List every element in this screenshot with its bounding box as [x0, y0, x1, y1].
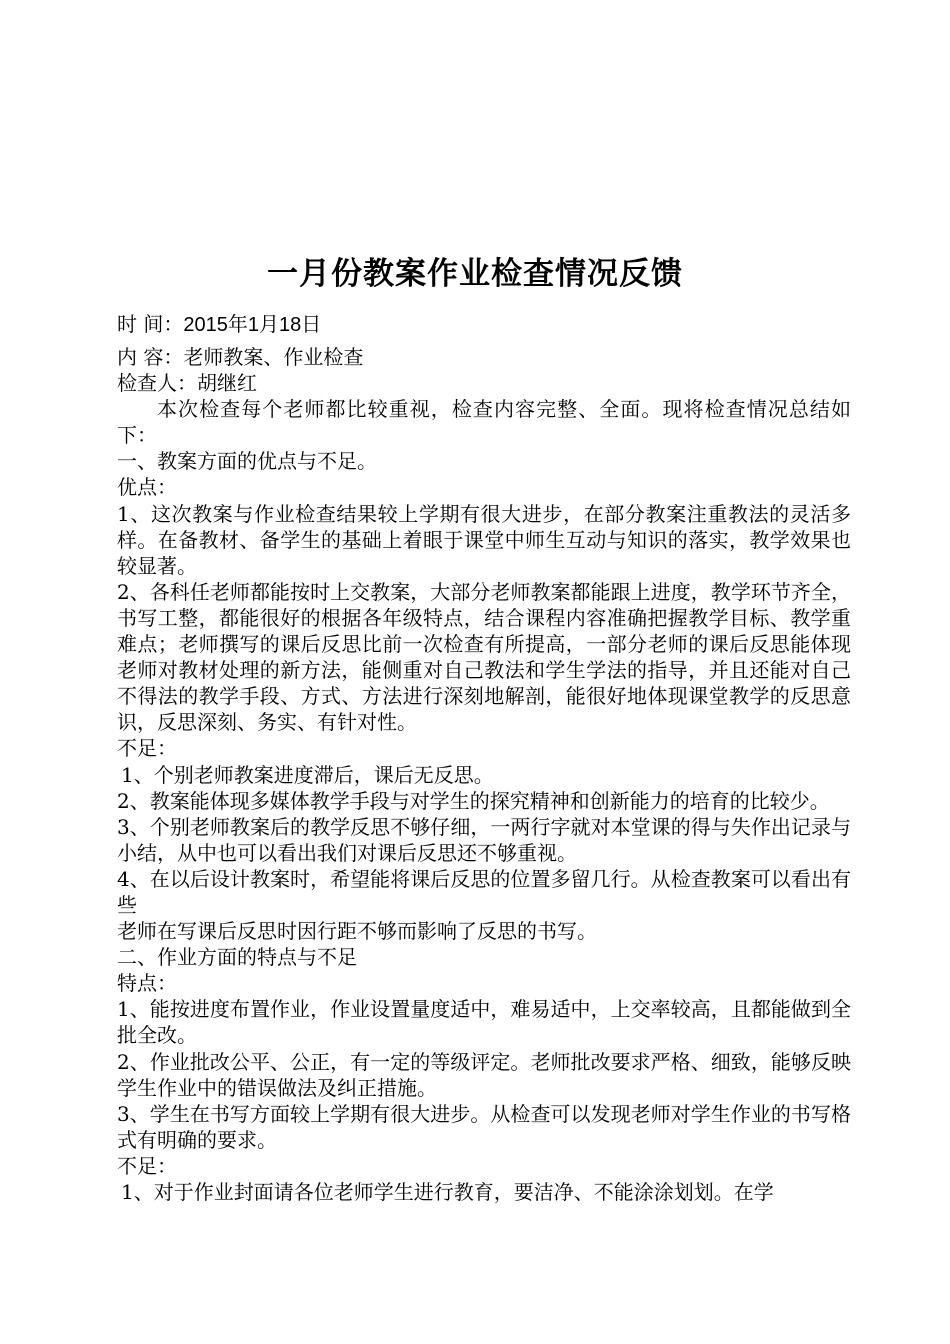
list-item: 1、个别老师教案进度滞后，课后无反思。: [121, 762, 494, 787]
subheading: 优点：: [117, 475, 177, 500]
paragraph: 老师在写课后反思时因行距不够而影响了反思的书写。: [117, 919, 597, 944]
intro-paragraph: 本次检查每个老师都比较重视，检查内容完整、全面。现将检查情况总结如下：: [117, 397, 851, 448]
date-day: 18: [278, 314, 302, 336]
date-day-unit: 日: [301, 312, 322, 336]
subheading: 不足：: [117, 1153, 177, 1178]
date-label: 时 间：: [117, 312, 184, 336]
list-item: 1、这次教案与作业检查结果较上学期有很大进步，在部分教案注重教法的灵活多样。在备教材、备学生的基础上着眼于课堂中师生互动与知识的落实，教学效果也较显著。: [117, 501, 851, 578]
date-month-unit: 月: [258, 312, 279, 336]
list-item: 1、能按进度布置作业，作业设置量度适中，难易适中，上交率较高，且都能做到全批全改。: [117, 997, 851, 1048]
list-item: 2、作业批改公平、公正，有一定的等级评定。老师批改要求严格、细致，能够反映学生作业中的错误做法及纠正措施。: [117, 1049, 851, 1100]
subheading: 特点：: [117, 971, 177, 996]
list-item: 3、个别老师教案后的教学反思不够仔细，一两行字就对本堂课的得与失作出记录与小结，从中也可以看出我们对课后反思还不够重视。: [117, 814, 851, 865]
list-item: 2、教案能体现多媒体教学手段与对学生的探究精神和创新能力的培育的比较少。: [117, 788, 830, 813]
list-item: 3、学生在书写方面较上学期有很大进步。从检查可以发现老师对学生作业的书写格式有明确的要求。: [117, 1101, 851, 1152]
section-heading: 一、教案方面的优点与不足。: [117, 449, 377, 474]
document-body: [117, 344, 851, 1205]
section-heading: 二、作业方面的特点与不足: [117, 945, 357, 970]
list-item: 1、对于作业封面请各位老师学生进行教育，要洁净、不能涂涂划划。在学: [121, 1180, 774, 1204]
date-year: 2015: [183, 314, 228, 336]
inspector-line: 检查人：胡继红: [117, 371, 257, 396]
content-line: 内 容：老师教案、作业检查: [117, 345, 364, 369]
date-month: 1: [247, 314, 259, 336]
subheading: 不足：: [117, 736, 177, 761]
date-line: [117, 308, 321, 341]
list-item: 4、在以后设计教案时，希望能将课后反思的位置多留几行。从检查教案可以看出有些: [117, 866, 851, 917]
date-year-unit: 年: [227, 312, 248, 336]
document-title: 一月份教案作业检查情况反馈: [267, 256, 683, 292]
list-item: 2、各科任老师都能按时上交教案，大部分老师教案都能跟上进度，教学环节齐全，书写工整，都能很好的根据各年级特点，结合课程内容准确把握教学目标、教学重难点；老师撰写的课后反思比前一次检查有所提高，一部分老师的课后反思能体现老师对教材处理的新方法，能侧重对自己教法和学生学法的指导，并且还能对自己不得法的教学手段、方式、方法进行深刻地解剖，能很好地体现课堂教学的反思意识，反思深刻、务实、有针对性。: [117, 579, 851, 735]
